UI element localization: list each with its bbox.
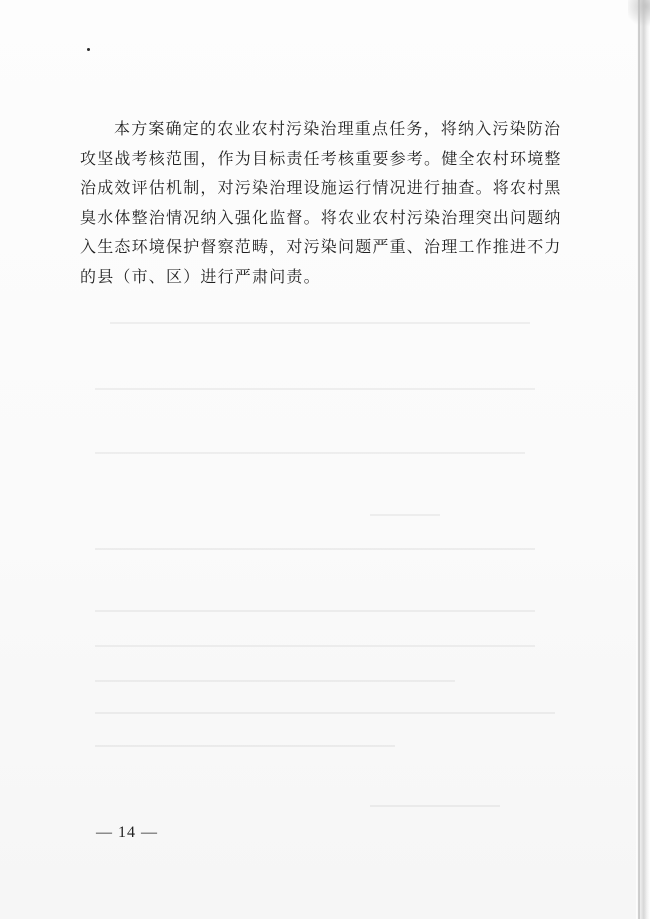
show-through-line (95, 388, 535, 390)
show-through-line (95, 452, 525, 454)
show-through-line (95, 645, 535, 647)
page-edge-line (638, 0, 640, 919)
show-through-line (370, 805, 500, 807)
paragraph-line: 攻坚战考核范围，作为目标责任考核重要参考。健全农村环境整 (80, 148, 562, 168)
scan-dot-mark (87, 48, 90, 51)
show-through-line (95, 610, 535, 612)
paragraph-line: 臭水体整治情况纳入强化监督。将农业农村污染治理突出问题纳 (80, 207, 562, 227)
show-through-line (95, 680, 455, 682)
paragraph-line: 治成效评估机制，对污染治理设施运行情况进行抽查。将农村黑 (80, 178, 562, 197)
show-through-line (95, 548, 535, 550)
show-through-line (110, 322, 530, 324)
page-number: — 14 — (96, 824, 158, 841)
paragraph-line: 本方案确定的农业农村污染治理重点任务，将纳入污染防治 (114, 119, 562, 138)
show-through-line (95, 745, 395, 747)
show-through-line (370, 514, 440, 516)
corner-shadow (628, 0, 650, 30)
show-through-line (95, 712, 555, 714)
body-paragraph (80, 114, 560, 291)
paragraph-line: 的县（市、区）进行严肃问责。 (80, 266, 321, 286)
paragraph-line: 入生态环境保护督察范畴，对污染问题严重、治理工作推进不力 (80, 237, 562, 256)
